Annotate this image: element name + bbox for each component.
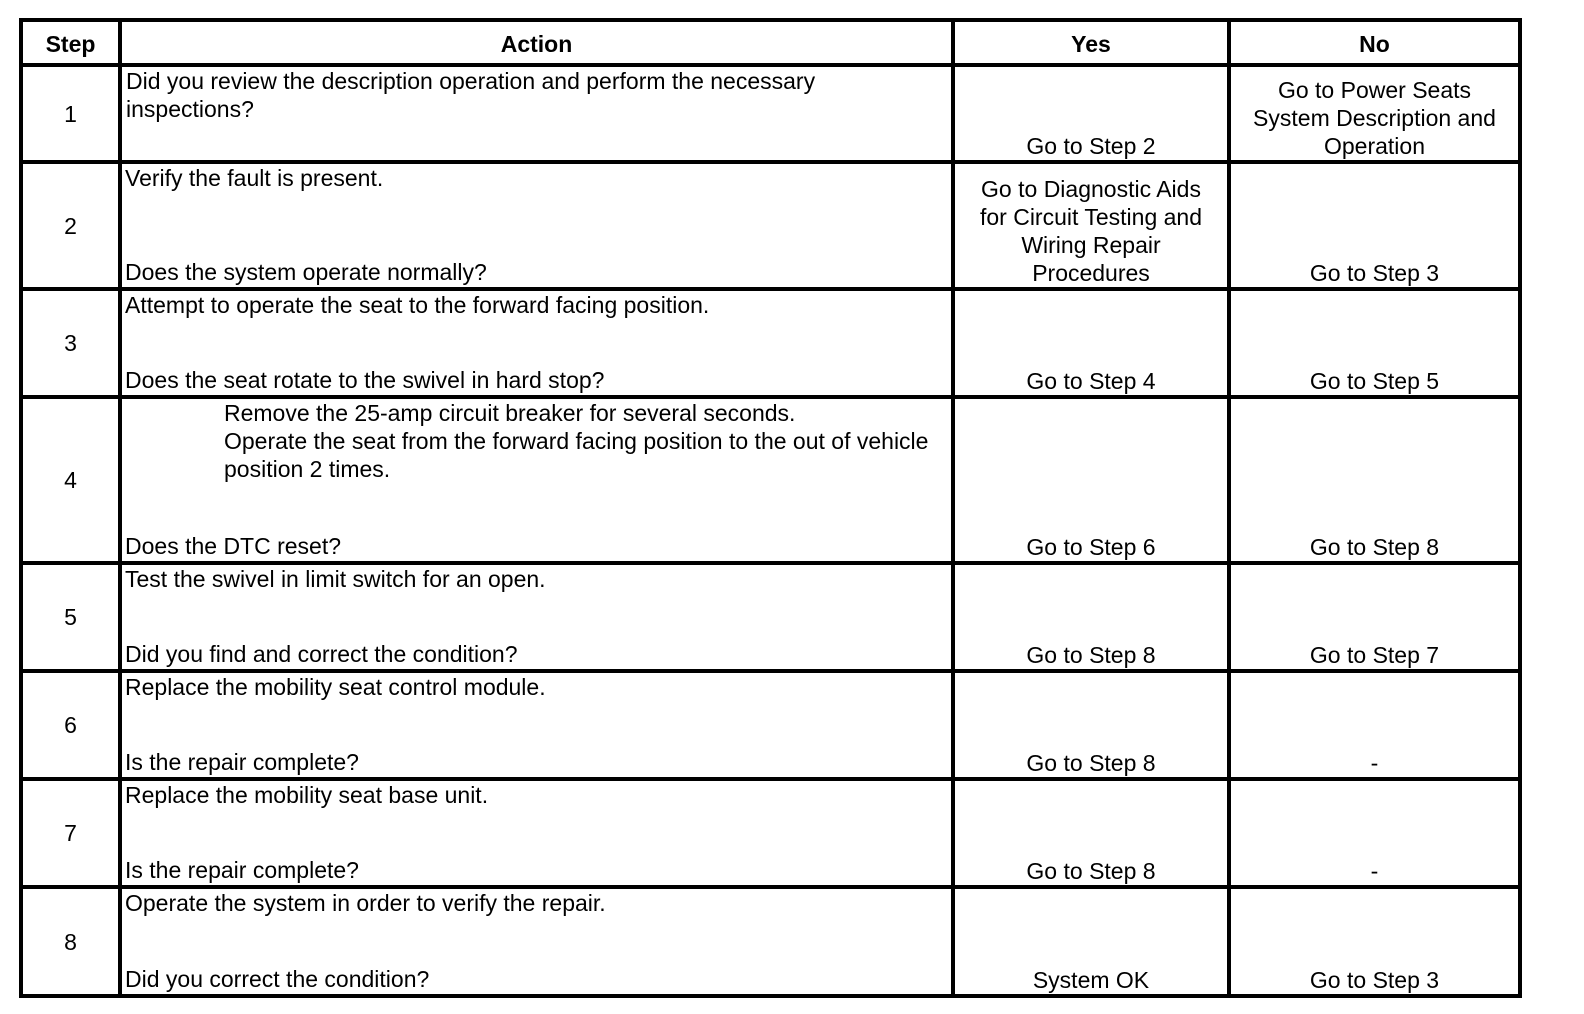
no-result: Go to Step 8 bbox=[1229, 397, 1520, 563]
header-step: Step bbox=[21, 20, 120, 65]
step-number: 3 bbox=[21, 289, 120, 397]
table-row bbox=[21, 289, 1520, 397]
action-cell bbox=[120, 162, 953, 289]
action-question: Is the repair complete? bbox=[125, 857, 359, 883]
action-cell bbox=[120, 65, 953, 162]
step-number: 8 bbox=[21, 887, 120, 996]
table-row bbox=[21, 65, 1520, 162]
action-cell bbox=[120, 779, 953, 887]
table-row bbox=[21, 162, 1520, 289]
no-result: Go to Step 3 bbox=[1229, 887, 1520, 996]
table-row bbox=[21, 887, 1520, 996]
no-result: Go to Step 3 bbox=[1229, 162, 1520, 289]
yes-result: Go to Step 2 bbox=[953, 65, 1229, 162]
no-result: - bbox=[1229, 671, 1520, 779]
action-cell bbox=[120, 289, 953, 397]
action-instruction: Replace the mobility seat base unit. bbox=[125, 782, 489, 808]
step-number: 2 bbox=[21, 162, 120, 289]
action-instruction: Test the swivel in limit switch for an open. bbox=[125, 566, 546, 592]
step-number: 7 bbox=[21, 779, 120, 887]
yes-result: Go to Step 8 bbox=[953, 779, 1229, 887]
action-instruction: Did you review the description operation and perform the necessary inspections? bbox=[126, 68, 816, 122]
header-action: Action bbox=[120, 20, 953, 65]
no-result: Go to Step 7 bbox=[1229, 563, 1520, 671]
action-instruction: Verify the fault is present. bbox=[125, 165, 384, 191]
action-instruction: Remove the 25-amp circuit breaker for several seconds. bbox=[224, 400, 796, 426]
table-row bbox=[21, 671, 1520, 779]
header-no: No bbox=[1229, 20, 1520, 65]
action-question: Does the DTC reset? bbox=[125, 533, 342, 559]
table-row bbox=[21, 779, 1520, 887]
yes-result: System OK bbox=[953, 887, 1229, 996]
action-instruction: Attempt to operate the seat to the forward facing position. bbox=[125, 292, 710, 318]
diagnostic-table bbox=[19, 18, 1522, 998]
action-question: Does the seat rotate to the swivel in hard stop? bbox=[125, 367, 605, 393]
action-instruction-list bbox=[125, 399, 948, 483]
no-result: - bbox=[1229, 779, 1520, 887]
yes-result: Go to Step 6 bbox=[953, 397, 1229, 563]
yes-result: Go to Step 8 bbox=[953, 563, 1229, 671]
action-instruction: Replace the mobility seat control module. bbox=[125, 674, 546, 700]
action-question: Did you find and correct the condition? bbox=[125, 641, 518, 667]
header-yes: Yes bbox=[953, 20, 1229, 65]
yes-result: Go to Step 4 bbox=[953, 289, 1229, 397]
action-question: Did you correct the condition? bbox=[125, 966, 430, 992]
header-row bbox=[21, 20, 1520, 65]
no-result: Go to Power Seats System Description and Operation bbox=[1229, 65, 1520, 162]
table-row bbox=[21, 397, 1520, 563]
action-cell bbox=[120, 563, 953, 671]
step-number: 4 bbox=[21, 397, 120, 563]
action-cell bbox=[120, 397, 953, 563]
yes-result: Go to Diagnostic Aids for Circuit Testing and Wiring Repair Procedures bbox=[953, 162, 1229, 289]
step-number: 1 bbox=[21, 65, 120, 162]
no-result: Go to Step 5 bbox=[1229, 289, 1520, 397]
step-number: 6 bbox=[21, 671, 120, 779]
action-cell bbox=[120, 671, 953, 779]
action-cell bbox=[120, 887, 953, 996]
step-number: 5 bbox=[21, 563, 120, 671]
yes-result: Go to Step 8 bbox=[953, 671, 1229, 779]
action-instruction: Operate the seat from the forward facing position to the out of vehicle position 2 times. bbox=[224, 428, 929, 482]
action-instruction: Operate the system in order to verify the repair. bbox=[125, 890, 606, 916]
table-row bbox=[21, 563, 1520, 671]
action-question: Is the repair complete? bbox=[125, 749, 359, 775]
action-question: Does the system operate normally? bbox=[125, 259, 487, 285]
